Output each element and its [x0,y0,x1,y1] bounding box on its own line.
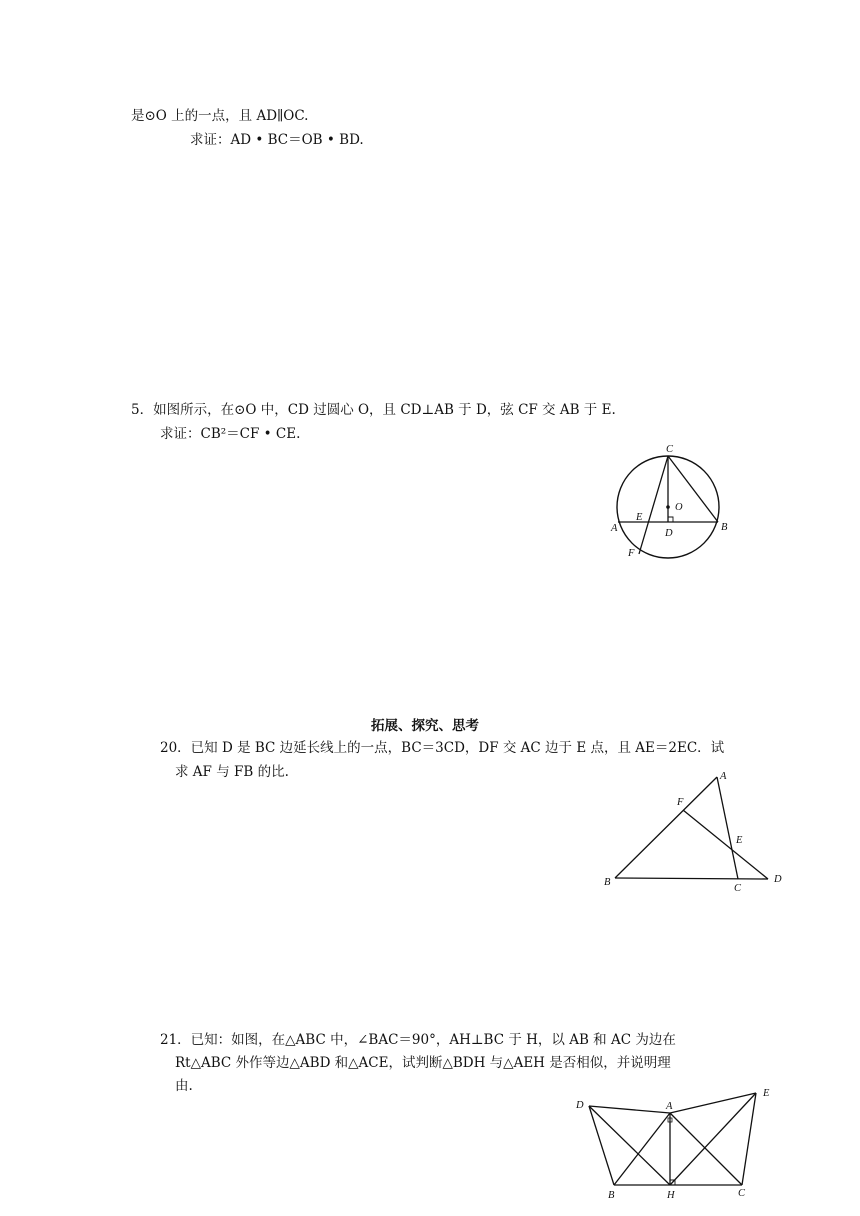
problem20-text-line1: 20．已知 D 是 BC 边延长线上的一点，BC＝3CD，DF 交 AC 边于 E 点，且 AE＝2EC．试 [160,740,725,756]
label-e: E [636,512,643,523]
segment-eh [670,1093,756,1185]
problem5-circle-figure [600,440,740,565]
problem5-text-line1: 5．如图所示，在⊙O 中，CD 过圆心 O，且 CD⊥AB 于 D，弦 CF 交 AB 于 E. [131,402,616,418]
label-a: A [666,1101,673,1112]
label-a: A [611,523,618,534]
segment-ec [742,1093,756,1185]
label-c: C [666,444,674,455]
label-c: C [738,1188,746,1199]
chord-cf [639,456,668,554]
problem4-text-line1: 是⊙O 上的一点，且 AD∥OC. [131,108,309,124]
label-b: B [721,522,728,533]
label-d: D [665,528,673,539]
section-heading: 拓展、探究、思考 [371,718,479,734]
problem21-text-line2: Rt△ABC 外作等边△ABD 和△ACE，试判断△BDH 与△AEH 是否相似，并说明理 [175,1055,671,1071]
problem4-prove-statement: 求证：AD • BC＝OB • BD. [190,132,364,148]
center-point-o [666,505,670,509]
label-f: F [677,797,684,808]
label-a: A [720,771,727,782]
segment-ab [614,1113,670,1185]
problem21-figure [570,1082,780,1207]
label-d: D [774,874,782,885]
label-h: H [667,1190,675,1201]
label-o: O [675,502,683,513]
label-e: E [763,1088,770,1099]
problem21-text-line1: 21．已知：如图，在△ABC 中，∠BAC＝90°，AH⊥BC 于 H，以 AB 和 AC 为边在 [160,1032,676,1048]
problem21-text-line3: 由. [175,1078,193,1094]
segment-da [589,1106,670,1113]
label-b: B [608,1190,615,1201]
segment-ae [670,1093,756,1113]
label-d: D [576,1100,584,1111]
segment-eb [614,1093,756,1185]
label-c: C [734,883,742,894]
label-e: E [736,835,743,846]
segment-bd [615,878,768,879]
label-f: F [628,548,635,559]
right-angle-mark [668,517,673,522]
label-b: B [604,877,611,888]
problem20-triangle-figure [598,765,788,895]
segment-ab [615,777,717,878]
segment-ac [717,777,738,879]
problem20-text-line2: 求 AF 与 FB 的比. [175,764,289,780]
problem5-prove-statement: 求证：CB²＝CF • CE. [160,426,301,442]
